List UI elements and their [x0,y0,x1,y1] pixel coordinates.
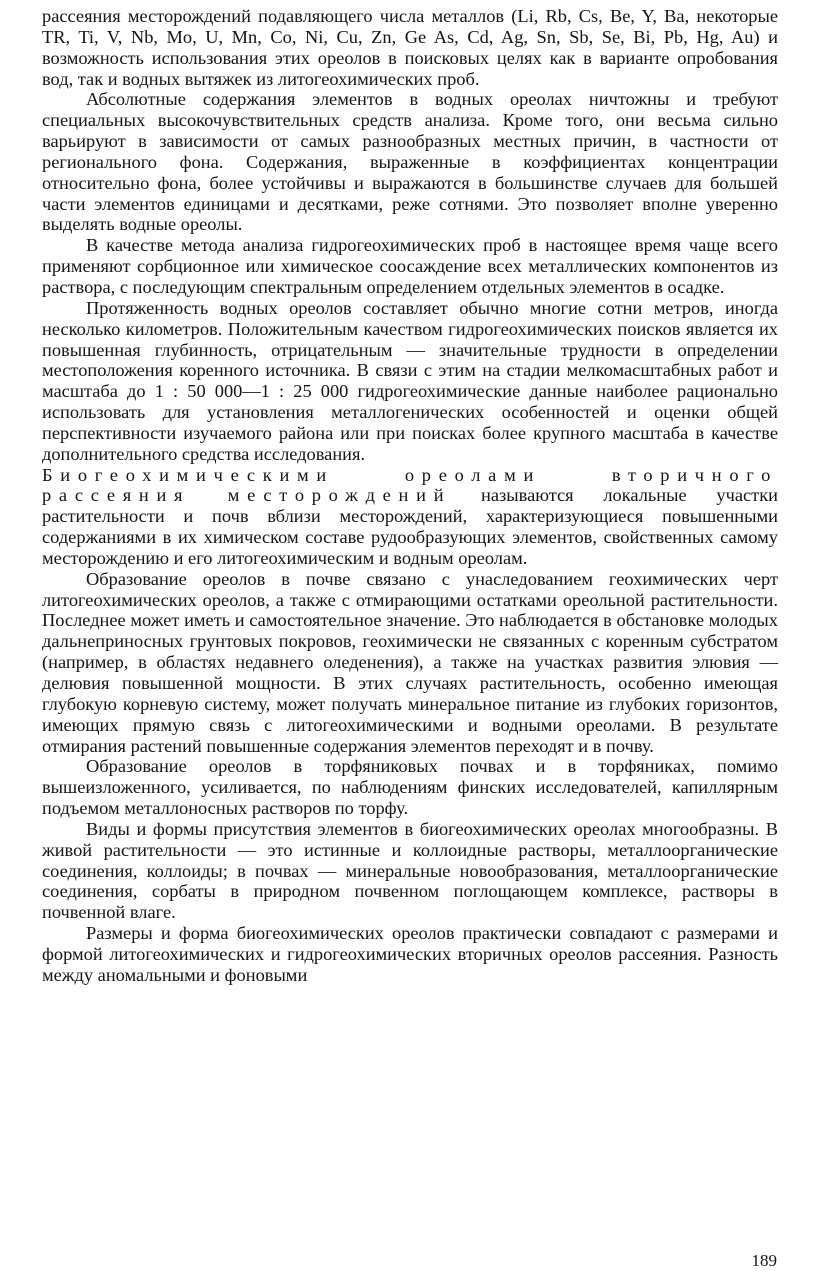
paragraph-continuation: рассеяния месторождений подавляющего числа металлов (Li, Rb, Cs, Be, Y, Ba, некоторые TR, Ti, V, Nb, Mo, U, Mn, Co, Ni, Cu, Zn, Ge As, Cd, Ag, Sn, Sb, Se, Bi, Pb, Hg, Au) и возможность использования этих ореолов в поисковых целях как в варианте опробования вод, так и водных вытяжек из литогеохимических проб. [42,6,778,89]
paragraph-halo-size: Размеры и форма биогеохимических ореолов практически совпадают с размерами и формой литогеохимических и гидрогеохимических вторичных ореолов рассеяния. Разность между аномальными и фоновыми [42,923,778,985]
spaced-term: Биогеохимическими ореолами вторичного рассеяния месторождений [42,464,778,506]
paragraph-halo-extent: Протяженность водных ореолов составляет обычно многие сотни метров, иногда несколько километров. Положительным качеством гидрогеохимических поисков является их повышенная глубинность, отрицательным — значительные трудности в определении местоположения коренного источника. В связи с этим на стадии мелкомасштабных работ и масштаба до 1 : 50 000—1 : 25 000 гидрогеохимические данные наиболее рационально использовать для установления металлогенических особенностей и оценки общей перспективности изучаемого района или при поисках более крупного масштаба в качестве дополнительного средства исследования. [42,297,778,464]
paragraph-absolute-contents: Абсолютные содержания элементов в водных ореолах ничтожны и требуют специальных высокочувствительных средств анализа. Кроме того, они весьма сильно варьируют в зависимости от самых разнообразных местных причин, в частности от регионального фона. Содержания, выраженные в коэффициентах концентрации относительно фона, более устойчивы и выражаются в большинстве случаев для большей части элементов единицами и десятками, реже сотнями. Это позволяет вполне уверенно выделять водные ореолы. [42,89,778,235]
page-number: 189 [751,1251,777,1270]
definition-text: называются локальные участки растительности и почв вблизи месторождений, характеризующиеся повышенными содержаниями в их химическом составе рудообразующих элементов, свойственных самому месторождению и его литогеохимическим и водным ореолам. [42,485,778,568]
paragraph-soil-halos: Образование ореолов в почве связано с унаследованием геохимических черт литогеохимических ореолов, а также с отмирающими остатками ореольной растительности. Последнее может иметь и самостоятельное значение. Это наблюдается в обстановке молодых дальнеприносных грунтовых покровов, геохимически не связанных с коренным субстратом (например, в областях недавнего оледенения), а также на участках развития элювия — делювия повышенной мощности. В этих случаях растительность, особенно имеющая глубокую корневую систему, может получать минеральное питание из глубоких горизонтов, имеющих прямую связь с литогеохимическими и водными ореолами. В результате отмирания растений повышенные содержания элементов переходят и в почву. [42,568,778,756]
page-body [42,6,778,986]
paragraph-biogeochemical-definition [42,465,778,569]
paragraph-peat-soils: Образование ореолов в торфяниковых почвах и в торфяниках, помимо вышеизложенного, усиливается, по наблюдениям финских исследователей, капиллярным подъемом металлоносных растворов по торфу. [42,756,778,819]
paragraph-analysis-method: В качестве метода анализа гидрогеохимических проб в настоящее время чаще всего применяют сорбционное или химическое соосаждение всех металлических компонентов из раствора, с последующим спектральным определением отдельных элементов в осадке. [42,235,778,297]
paragraph-element-forms: Виды и формы присутствия элементов в биогеохимических ореолах многообразны. В живой растительности — это истинные и коллоидные растворы, металлоорганические соединения, коллоиды; в почвах — минеральные новообразования, металлоорганические соединения, сорбаты в природном почвенном поглощающем комплексе, растворы в почвенной влаге. [42,818,778,923]
